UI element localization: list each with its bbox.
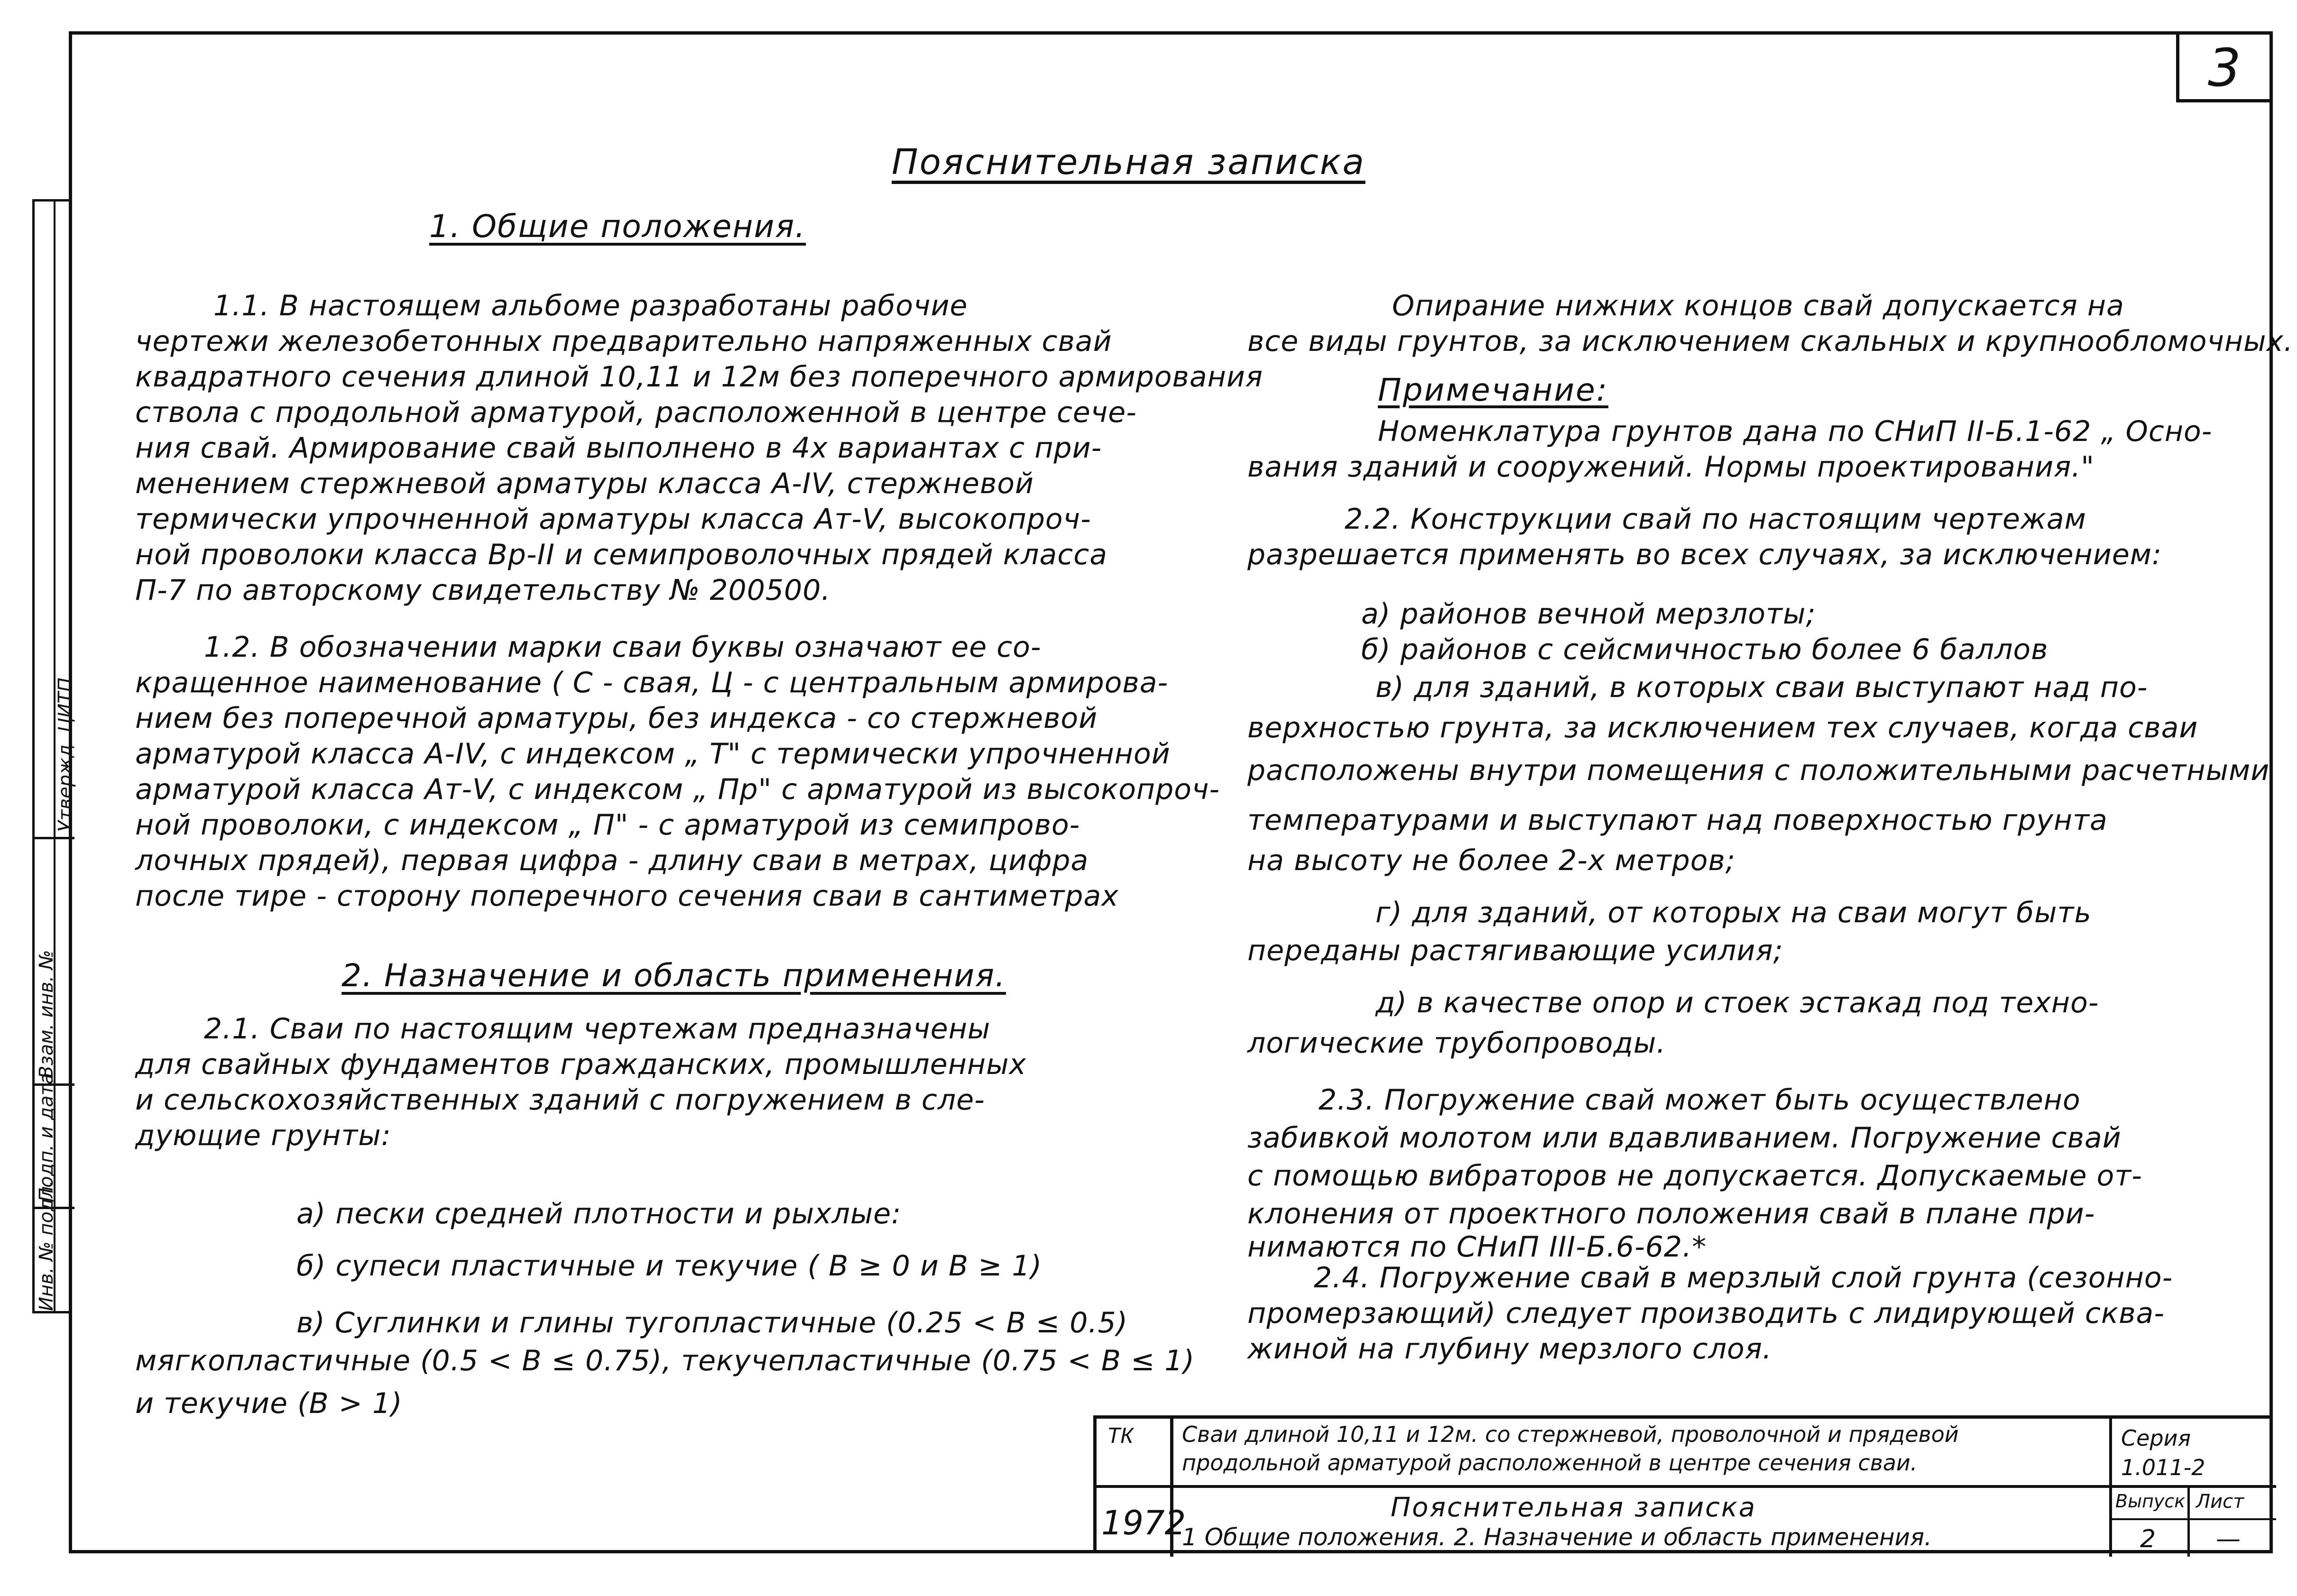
- side-stamp-text: Утвержд. ЦИТП: [55, 678, 76, 832]
- title-block-line: [2109, 1419, 2112, 1557]
- text-line: 2.1. Сваи по настоящим чертежам предназначены: [204, 1012, 991, 1046]
- description-line: продольной арматурой расположенной в центре сечения сваи.: [1182, 1450, 1918, 1476]
- text-line: расположены внутри помещения с положительными расчетными: [1247, 754, 2270, 787]
- series-value: 1.011-2: [2121, 1455, 2205, 1480]
- text-line: ствола с продольной арматурой, расположенной в центре сече-: [135, 396, 1137, 429]
- text-line: и сельскохозяйственных зданий с погружением в сле-: [135, 1083, 985, 1117]
- text-line: промерзающий) следует производить с лидирующей сква-: [1247, 1297, 2165, 1330]
- text-line: лочных прядей), первая цифра - длину сваи в метрах, цифра: [135, 844, 1089, 877]
- side-stamp-text: Подп. и дата: [36, 1073, 57, 1202]
- text-line: мягкопластичные (0.5 < В ≤ 0.75), текучепластичные (0.75 < В ≤ 1): [135, 1344, 1195, 1377]
- text-line: арматурой класса Ат-V, с индексом „ Пр" с арматурой из высокопроч-: [135, 773, 1220, 806]
- text-line: в) Суглинки и глины тугопластичные (0.25 < В ≤ 0.5): [296, 1306, 1128, 1339]
- text-line: с помощью вибраторов не допускается. Допускаемые от-: [1247, 1159, 2142, 1192]
- text-line: П-7 по авторскому свидетельству № 200500.: [135, 574, 831, 607]
- text-line: 2.4. Погружение свай в мерзлый слой грунта (сезонно-: [1314, 1261, 2173, 1294]
- text-line: б) супеси пластичные и текучие ( В ≥ 0 и В ≥ 1): [296, 1249, 1042, 1283]
- text-line: менением стержневой арматуры класса А-IV, стержневой: [135, 467, 1034, 500]
- text-line: 2.2. Конструкции свай по настоящим чертежам: [1345, 503, 2086, 536]
- title-block: [1093, 1415, 2273, 1553]
- side-stamp: [32, 199, 76, 1313]
- text-line: а) пески средней плотности и рыхлые:: [296, 1197, 902, 1230]
- text-line: б) районов с сейсмичностью более 6 баллов: [1361, 633, 2048, 666]
- text-line: ния свай. Армирование свай выполнено в 4х вариантах с при-: [135, 431, 1102, 465]
- title-block-line: [2112, 1518, 2276, 1520]
- text-line: 1.1. В настоящем альбоме разработаны рабочие: [213, 289, 968, 322]
- text-line: жиной на глубину мерзлого слоя.: [1247, 1332, 1772, 1366]
- text-line: Опирание нижних концов свай допускается на: [1392, 289, 2124, 322]
- text-line: 2.3. Погружение свай может быть осуществлено: [1319, 1083, 2081, 1117]
- title-block-line: [1097, 1485, 2276, 1488]
- text-line: для свайных фундаментов гражданских, промышленных: [135, 1048, 1027, 1081]
- text-line: после тире - сторону поперечного сечения сваи в сантиметрах: [135, 880, 1119, 913]
- issue-value: 2: [2140, 1525, 2156, 1553]
- text-line: вания зданий и сооружений. Нормы проектирования.": [1247, 450, 2095, 484]
- title-block-line: [2187, 1488, 2190, 1557]
- text-line: кращенное наименование ( С - свая, Ц - с центральным армирова-: [135, 666, 1169, 699]
- side-stamp-text: Взам. инв. №: [36, 950, 57, 1079]
- text-line: квадратного сечения длиной 10,11 и 12м без поперечного армирования: [135, 360, 1263, 394]
- doc-title: Пояснительная записка: [1391, 1492, 1757, 1523]
- text-line: в) для зданий, в которых сваи выступают над по-: [1375, 671, 2148, 704]
- note-heading: Примечание:: [1378, 372, 1609, 408]
- text-line: нием без поперечной арматуры, без индекса - со стержневой: [135, 702, 1098, 735]
- year-label: 1972: [1101, 1504, 1186, 1542]
- text-line: г) для зданий, от которых на сваи могут быть: [1375, 896, 2092, 929]
- description-line: Сваи длиной 10,11 и 12м. со стержневой, проволочной и прядевой: [1182, 1422, 1959, 1447]
- text-line: ной проволоки класса Вр-II и семипроволочных прядей класса: [135, 538, 1107, 571]
- text-line: переданы растягивающие усилия;: [1247, 934, 1783, 967]
- page-number: 3: [2176, 31, 2273, 102]
- text-line: клонения от проектного положения свай в плане при-: [1247, 1197, 2095, 1230]
- text-line: разрешается применять во всех случаях, за исключением:: [1247, 538, 2162, 571]
- text-line: дующие грунты:: [135, 1119, 391, 1152]
- issue-label: Выпуск: [2115, 1491, 2186, 1512]
- section-heading: 2. Назначение и область применения.: [341, 957, 1006, 994]
- text-line: забивкой молотом или вдавливанием. Погружение свай: [1247, 1121, 2122, 1155]
- text-line: нимаются по СНиП III-Б.6-62.*: [1247, 1230, 1707, 1264]
- text-line: а) районов вечной мерзлоты;: [1361, 597, 1816, 631]
- tk-label: ТК: [1107, 1423, 1134, 1448]
- text-line: Номенклатура грунтов дана по СНиП II-Б.1-62 „ Осно-: [1378, 415, 2213, 448]
- text-line: д) в качестве опор и стоек эстакад под техно-: [1375, 986, 2099, 1019]
- text-line: и текучие (В > 1): [135, 1387, 403, 1420]
- side-stamp-text: Инв. № подл.: [36, 1180, 57, 1311]
- series-label: Серия: [2121, 1425, 2191, 1451]
- section-heading: 1. Общие положения.: [429, 208, 806, 245]
- text-line: верхностью грунта, за исключением тех случаев, когда сваи: [1247, 711, 2198, 744]
- text-line: ной проволоки, с индексом „ П" - с арматурой из семипрово-: [135, 808, 1080, 842]
- text-line: 1.2. В обозначении марки сваи буквы означают ее со-: [204, 631, 1042, 664]
- text-line: на высоту не более 2-х метров;: [1247, 844, 1736, 877]
- text-line: термически упрочненной арматуры класса Ат-V, высокопроч-: [135, 503, 1091, 536]
- text-line: логические трубопроводы.: [1247, 1027, 1666, 1060]
- text-line: чертежи железобетонных предварительно напряженных свай: [135, 325, 1112, 358]
- text-line: температурами и выступают над поверхностью грунта: [1247, 804, 2108, 837]
- sheet-value: —: [2216, 1525, 2241, 1553]
- sheet-label: Лист: [2196, 1491, 2244, 1513]
- page-title: Пояснительная записка: [892, 142, 1365, 183]
- doc-subtitle: 1 Общие положения. 2. Назначение и область применения.: [1182, 1523, 1932, 1551]
- text-line: арматурой класса А-IV, с индексом „ Т" с термически упрочненной: [135, 737, 1171, 770]
- text-line: все виды грунтов, за исключением скальных и крупнообломочных.: [1247, 325, 2294, 358]
